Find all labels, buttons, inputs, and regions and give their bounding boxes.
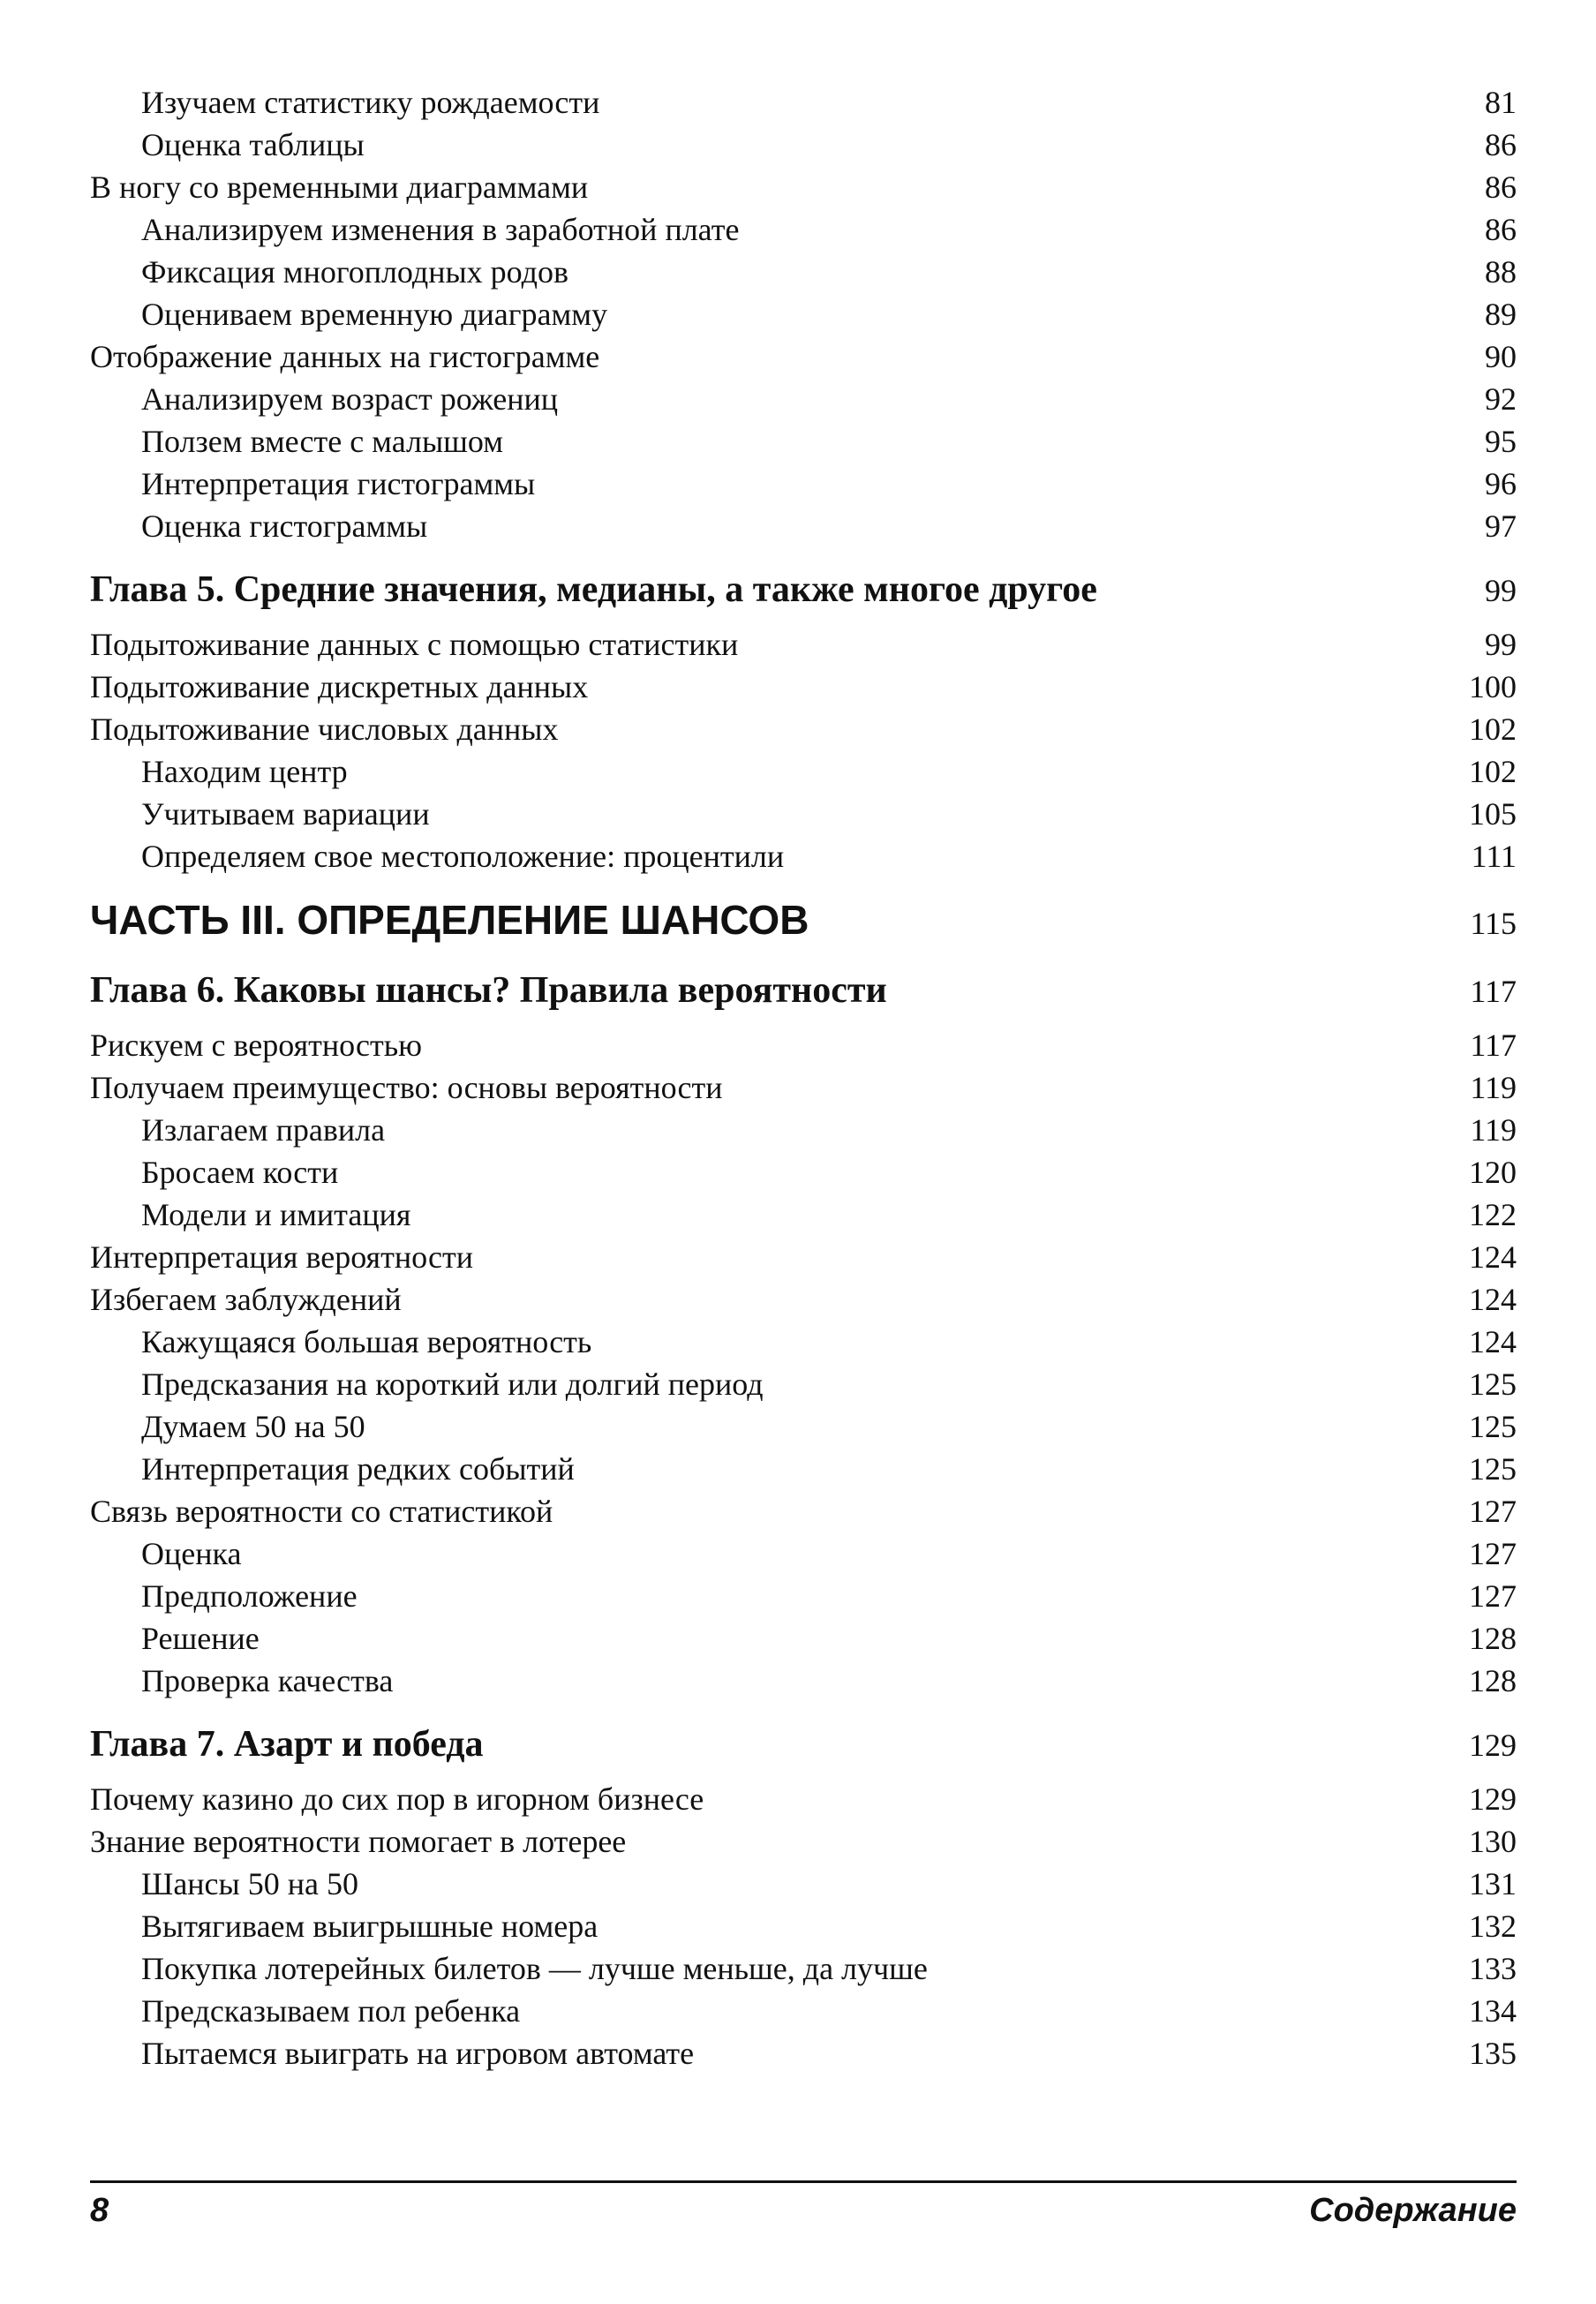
toc-entry-title: Бросаем кости bbox=[141, 1155, 339, 1190]
toc-entry-title: Изучаем статистику рождаемости bbox=[141, 85, 600, 120]
toc-entry bbox=[90, 1024, 1517, 1066]
toc-entry-page: 119 bbox=[1470, 1112, 1517, 1148]
toc-entry bbox=[90, 1990, 1517, 2032]
toc-entry-title: Анализируем изменения в заработной плате bbox=[141, 212, 740, 247]
toc-entry-title: Излагаем правила bbox=[141, 1112, 386, 1148]
toc-entry-page: 88 bbox=[1485, 254, 1517, 290]
toc-entry-page: 124 bbox=[1469, 1239, 1517, 1275]
toc-entry-title: Связь вероятности со статистикой bbox=[90, 1494, 553, 1529]
toc-entry-title: Интерпретация вероятности bbox=[90, 1239, 473, 1275]
toc-entry-page: 124 bbox=[1469, 1324, 1517, 1359]
toc-entry-page: 92 bbox=[1485, 381, 1517, 417]
toc-entry bbox=[90, 1405, 1517, 1448]
toc-entry bbox=[90, 1575, 1517, 1617]
toc-entry bbox=[90, 1947, 1517, 1990]
toc-entry-title: Покупка лотерейных билетов — лучше меньше, да лучше bbox=[141, 1951, 928, 1986]
toc-entry-page: 125 bbox=[1469, 1367, 1517, 1402]
toc-entry-page: 122 bbox=[1469, 1197, 1517, 1232]
table-of-contents bbox=[90, 81, 1517, 2074]
toc-chapter-heading bbox=[90, 563, 1517, 616]
toc-entry-page: 127 bbox=[1469, 1536, 1517, 1571]
toc-entry bbox=[90, 1321, 1517, 1363]
toc-entry bbox=[90, 1660, 1517, 1702]
part-page: 115 bbox=[1470, 906, 1517, 941]
toc-entry-title: Вытягиваем выигрышные номера bbox=[141, 1909, 598, 1944]
toc-entry-title: Рискуем с вероятностью bbox=[90, 1028, 423, 1063]
toc-entry bbox=[90, 463, 1517, 505]
toc-entry bbox=[90, 1490, 1517, 1532]
toc-entry bbox=[90, 1363, 1517, 1405]
toc-entry-title: Подытоживание данных с помощью статистики bbox=[90, 627, 739, 662]
toc-entry bbox=[90, 666, 1517, 708]
chapter-title: Глава 7. Азарт и победа bbox=[90, 1724, 484, 1765]
toc-entry bbox=[90, 1448, 1517, 1490]
toc-entry bbox=[90, 1236, 1517, 1278]
toc-entry-page: 130 bbox=[1469, 1824, 1517, 1859]
toc-entry-title: Интерпретация редких событий bbox=[141, 1451, 575, 1487]
toc-entry bbox=[90, 1532, 1517, 1575]
toc-entry-title: Ползем вместе с малышом bbox=[141, 424, 503, 459]
toc-entry-title: Подытоживание дискретных данных bbox=[90, 669, 589, 704]
toc-entry-title: Определяем свое местоположение: процентили bbox=[141, 839, 785, 874]
toc-entry-page: 127 bbox=[1469, 1494, 1517, 1529]
toc-entry-page: 117 bbox=[1470, 1028, 1517, 1063]
toc-entry-title: Шансы 50 на 50 bbox=[141, 1866, 358, 1901]
chapter-page: 117 bbox=[1470, 974, 1517, 1009]
toc-entry-title: Проверка качества bbox=[141, 1663, 394, 1698]
toc-entry-title: Оценка гистограммы bbox=[141, 508, 428, 544]
toc-entry-page: 124 bbox=[1469, 1282, 1517, 1317]
toc-entry-page: 86 bbox=[1485, 212, 1517, 247]
toc-entry-page: 125 bbox=[1469, 1409, 1517, 1444]
toc-entry bbox=[90, 1820, 1517, 1863]
toc-entry bbox=[90, 1109, 1517, 1151]
toc-entry-page: 100 bbox=[1469, 669, 1517, 704]
footer-page-number: 8 bbox=[90, 2192, 109, 2229]
toc-chapter-heading bbox=[90, 964, 1517, 1017]
toc-entry-title: Пытаемся выиграть на игровом автомате bbox=[141, 2036, 695, 2071]
toc-entry-page: 97 bbox=[1485, 508, 1517, 544]
toc-part-heading bbox=[90, 892, 1517, 948]
toc-entry-title: Отображение данных на гистограмме bbox=[90, 339, 600, 374]
toc-entry bbox=[90, 124, 1517, 166]
toc-entry-page: 128 bbox=[1469, 1663, 1517, 1698]
toc-entry-title: Предсказания на короткий или долгий период bbox=[141, 1367, 764, 1402]
toc-entry-page: 127 bbox=[1469, 1578, 1517, 1614]
toc-entry-page: 86 bbox=[1485, 169, 1517, 205]
chapter-title: Глава 5. Средние значения, медианы, а также многое другое bbox=[90, 569, 1097, 610]
toc-entry bbox=[90, 708, 1517, 750]
toc-entry bbox=[90, 251, 1517, 293]
toc-entry-title: Оцениваем временную диаграмму bbox=[141, 297, 608, 332]
toc-entry-page: 128 bbox=[1469, 1621, 1517, 1656]
toc-entry-page: 131 bbox=[1469, 1866, 1517, 1901]
toc-entry-page: 133 bbox=[1469, 1951, 1517, 1986]
toc-entry bbox=[90, 835, 1517, 877]
toc-entry-title: Предположение bbox=[141, 1578, 358, 1614]
toc-entry-title: Интерпретация гистограммы bbox=[141, 466, 536, 501]
chapter-page: 129 bbox=[1469, 1728, 1517, 1763]
toc-entry-title: Решение bbox=[141, 1621, 260, 1656]
toc-entry-page: 102 bbox=[1469, 712, 1517, 747]
toc-entry-title: Кажущаяся большая вероятность bbox=[141, 1324, 592, 1359]
toc-entry bbox=[90, 1778, 1517, 1820]
toc-entry-title: Знание вероятности помогает в лотерее bbox=[90, 1824, 627, 1859]
toc-entry-page: 135 bbox=[1469, 2036, 1517, 2071]
toc-entry bbox=[90, 505, 1517, 547]
toc-entry-title: В ногу со временными диаграммами bbox=[90, 169, 589, 205]
toc-entry-page: 86 bbox=[1485, 127, 1517, 162]
toc-entry-page: 119 bbox=[1470, 1070, 1517, 1105]
toc-entry bbox=[90, 1066, 1517, 1109]
chapter-page: 99 bbox=[1485, 573, 1517, 608]
toc-entry bbox=[90, 2032, 1517, 2074]
toc-entry-page: 90 bbox=[1485, 339, 1517, 374]
toc-entry-title: Анализируем возраст рожениц bbox=[141, 381, 559, 417]
toc-entry-title: Модели и имитация bbox=[141, 1197, 411, 1232]
toc-entry-page: 125 bbox=[1469, 1451, 1517, 1487]
toc-entry-title: Оценка bbox=[141, 1536, 242, 1571]
toc-entry bbox=[90, 623, 1517, 666]
toc-entry-title: Получаем преимущество: основы вероятности bbox=[90, 1070, 723, 1105]
toc-chapter-heading bbox=[90, 1718, 1517, 1771]
toc-entry-page: 132 bbox=[1469, 1909, 1517, 1944]
toc-entry-title: Находим центр bbox=[141, 754, 348, 789]
part-title: ЧАСТЬ III. ОПРЕДЕЛЕНИЕ ШАНСОВ bbox=[90, 897, 809, 943]
toc-entry-page: 134 bbox=[1469, 1993, 1517, 2029]
toc-entry bbox=[90, 1863, 1517, 1905]
toc-entry bbox=[90, 81, 1517, 124]
toc-entry-page: 111 bbox=[1471, 839, 1517, 874]
toc-entry bbox=[90, 208, 1517, 251]
toc-entry bbox=[90, 293, 1517, 335]
toc-entry-page: 81 bbox=[1485, 85, 1517, 120]
toc-entry-page: 102 bbox=[1469, 754, 1517, 789]
toc-entry bbox=[90, 420, 1517, 463]
toc-entry-page: 96 bbox=[1485, 466, 1517, 501]
toc-entry-title: Думаем 50 на 50 bbox=[141, 1409, 365, 1444]
toc-entry bbox=[90, 335, 1517, 378]
toc-entry bbox=[90, 793, 1517, 835]
chapter-title: Глава 6. Каковы шансы? Правила вероятности bbox=[90, 970, 887, 1011]
toc-entry-page: 129 bbox=[1469, 1781, 1517, 1817]
toc-entry bbox=[90, 1905, 1517, 1947]
toc-entry-title: Учитываем вариации bbox=[141, 796, 430, 832]
toc-entry-title: Почему казино до сих пор в игорном бизнесе bbox=[90, 1781, 704, 1817]
toc-entry bbox=[90, 1617, 1517, 1660]
toc-entry-page: 99 bbox=[1485, 627, 1517, 662]
toc-entry bbox=[90, 1151, 1517, 1193]
toc-entry-title: Избегаем заблуждений bbox=[90, 1282, 402, 1317]
toc-entry-title: Фиксация многоплодных родов bbox=[141, 254, 568, 290]
toc-entry bbox=[90, 166, 1517, 208]
toc-entry-page: 120 bbox=[1469, 1155, 1517, 1190]
toc-entry bbox=[90, 750, 1517, 793]
toc-entry-title: Предсказываем пол ребенка bbox=[141, 1993, 521, 2029]
page-footer bbox=[90, 2180, 1517, 2230]
footer-section-title: Содержание bbox=[1309, 2192, 1517, 2229]
toc-entry bbox=[90, 1278, 1517, 1321]
toc-entry-page: 89 bbox=[1485, 297, 1517, 332]
toc-entry-title: Подытоживание числовых данных bbox=[90, 712, 559, 747]
toc-entry-page: 105 bbox=[1469, 796, 1517, 832]
toc-entry-title: Оценка таблицы bbox=[141, 127, 365, 162]
toc-entry bbox=[90, 1193, 1517, 1236]
toc-entry bbox=[90, 378, 1517, 420]
toc-entry-page: 95 bbox=[1485, 424, 1517, 459]
